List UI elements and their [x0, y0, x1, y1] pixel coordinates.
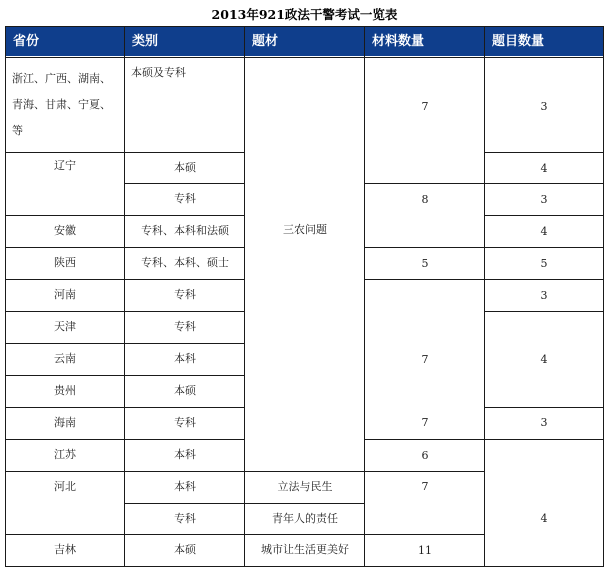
question-count-cell: 4 [540, 353, 548, 366]
category-cell: 本硕及专科 [131, 66, 186, 79]
category-cell: 专科、本科和法硕 [141, 224, 229, 237]
header-question-count: 题目数量 [492, 34, 545, 49]
province-cell: 江苏 [54, 448, 76, 461]
row-divider [5, 471, 125, 472]
category-cell: 本科 [174, 352, 196, 365]
material-count-cell: 7 [421, 416, 429, 429]
question-count-cell: 5 [540, 257, 548, 270]
row-divider [244, 534, 365, 535]
row-divider [5, 247, 125, 248]
row-divider [5, 279, 125, 280]
province-cell: 河北 [54, 480, 76, 493]
row-divider [124, 152, 245, 153]
province-cell: 贵州 [54, 384, 76, 397]
row-divider [364, 247, 485, 248]
question-count-cell: 3 [540, 100, 548, 113]
table-border-bottom [5, 566, 604, 567]
province-cell: 海南 [54, 416, 76, 429]
row-divider [124, 407, 245, 408]
row-divider [364, 471, 485, 472]
row-divider [364, 279, 485, 280]
row-divider [124, 311, 245, 312]
question-count-cell: 4 [540, 225, 548, 238]
category-cell: 本科 [174, 480, 196, 493]
row-divider [484, 407, 604, 408]
material-count-cell: 6 [421, 449, 429, 462]
topic-cell: 青年人的责任 [272, 512, 338, 525]
category-cell: 专科 [174, 416, 196, 429]
question-count-cell: 3 [540, 416, 548, 429]
row-divider [124, 215, 245, 216]
province-cell: 辽宁 [54, 159, 76, 172]
table-title: 2013年921政法干警考试一览表 [211, 7, 398, 22]
category-cell: 本科 [174, 448, 196, 461]
row-divider [5, 311, 125, 312]
header-topic: 题材 [252, 34, 279, 49]
question-count-cell: 3 [540, 289, 548, 302]
row-divider [124, 343, 245, 344]
exam-table [5, 26, 604, 567]
row-divider [124, 247, 245, 248]
material-count-cell: 7 [421, 353, 429, 366]
row-divider [244, 503, 365, 504]
question-count-cell: 4 [540, 512, 548, 525]
row-divider [484, 439, 604, 440]
row-divider [5, 534, 125, 535]
row-divider [484, 311, 604, 312]
row-divider [124, 439, 245, 440]
province-cell: 吉林 [54, 543, 76, 556]
row-divider [364, 439, 485, 440]
row-divider [5, 375, 125, 376]
province-cell: 陕西 [54, 256, 76, 269]
province-cell: 云南 [54, 352, 76, 365]
header-category: 类别 [132, 34, 159, 49]
topic-cell: 三农问题 [283, 223, 327, 236]
row-divider [484, 279, 604, 280]
header-divider [5, 57, 604, 58]
province-cell: 浙江、广西、湖南、青海、甘肃、宁夏、等 [12, 72, 111, 137]
category-cell: 专科 [174, 192, 196, 205]
category-cell: 专科 [174, 512, 196, 525]
row-divider [364, 534, 485, 535]
header-material-count: 材料数量 [372, 34, 425, 49]
row-divider [124, 279, 245, 280]
row-divider [124, 471, 245, 472]
row-divider [124, 503, 245, 504]
row-divider [124, 375, 245, 376]
province-cell: 河南 [54, 288, 76, 301]
row-divider [484, 215, 604, 216]
category-cell: 本硕 [174, 161, 196, 174]
material-count-cell: 7 [421, 480, 429, 493]
header-province: 省份 [13, 34, 40, 49]
province-cell: 天津 [54, 320, 76, 333]
table-border-top [5, 26, 604, 27]
question-count-cell: 4 [540, 162, 548, 175]
material-count-cell: 11 [418, 544, 432, 557]
province-cell: 安徽 [54, 224, 76, 237]
row-divider [484, 152, 604, 153]
row-divider [484, 247, 604, 248]
material-count-cell: 5 [421, 257, 429, 270]
row-divider [5, 215, 125, 216]
row-divider [244, 471, 365, 472]
table-border-right [603, 26, 604, 567]
category-cell: 专科、本科、硕士 [141, 256, 229, 269]
material-count-cell: 7 [421, 100, 429, 113]
category-cell: 本硕 [174, 543, 196, 556]
question-count-cell: 3 [540, 193, 548, 206]
row-divider [5, 343, 125, 344]
material-count-cell: 8 [421, 193, 429, 206]
row-divider [484, 183, 604, 184]
category-cell: 专科 [174, 288, 196, 301]
topic-cell: 城市让生活更美好 [261, 543, 349, 556]
row-divider [124, 534, 245, 535]
row-divider [5, 439, 125, 440]
topic-cell: 立法与民生 [277, 480, 333, 493]
row-divider [364, 183, 485, 184]
category-cell: 本硕 [174, 384, 196, 397]
category-cell: 专科 [174, 320, 196, 333]
row-divider [5, 152, 125, 153]
row-divider [124, 183, 245, 184]
row-divider [5, 407, 125, 408]
